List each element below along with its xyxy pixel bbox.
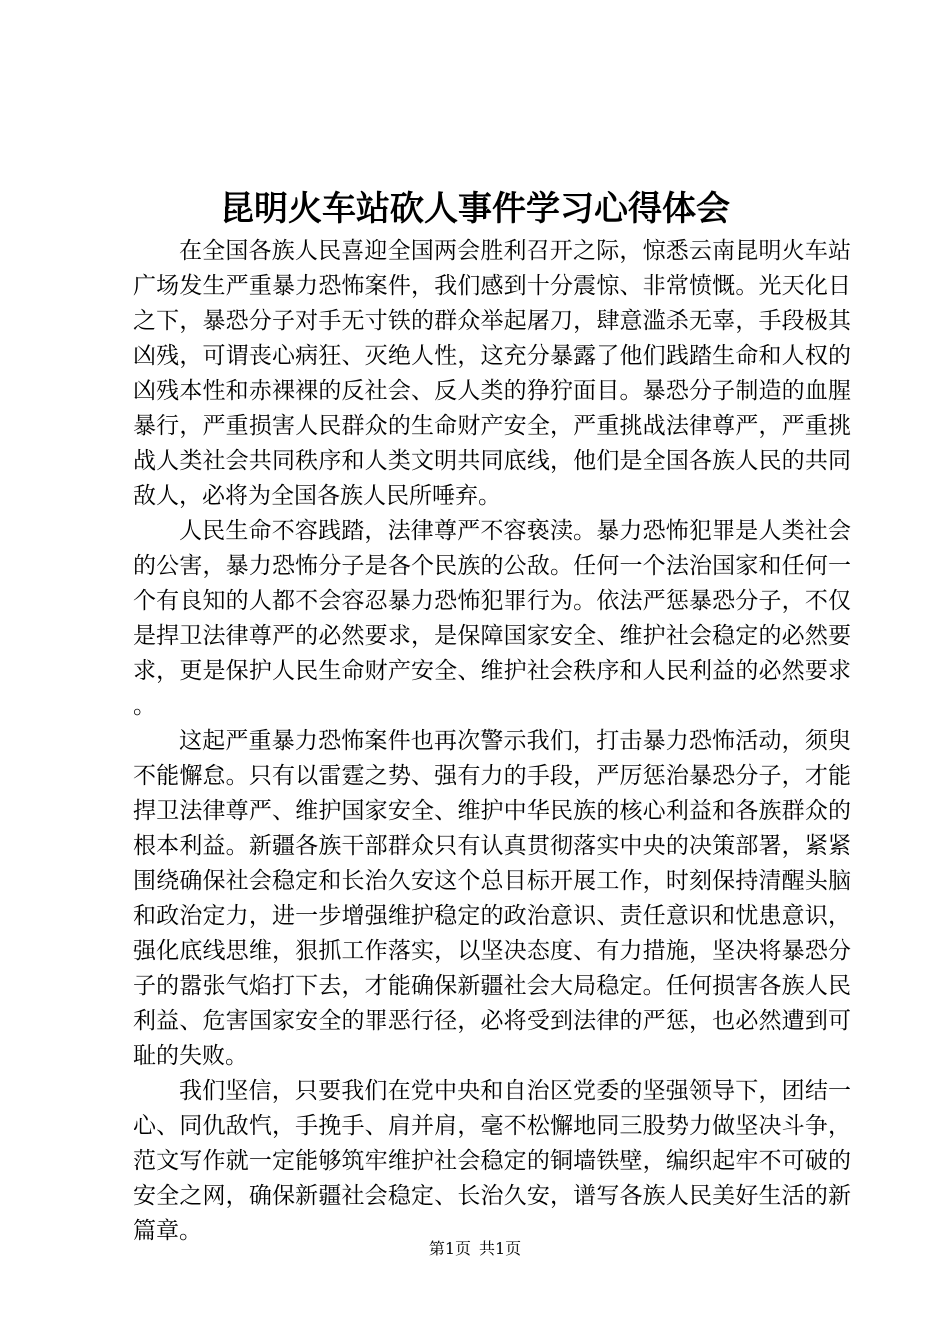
- page-number: 第1页: [428, 1239, 471, 1258]
- paragraph-2: 人民生命不容践踏，法律尊严不容亵渎。暴力恐怖犯罪是人类社会的公害，暴力恐怖分子是各个民族的公敌。任何一个法治国家和任何一个有良知的人都不会容忍暴力恐怖犯罪行为。依法严惩暴恐分子，不仅是捍卫法律尊严的必然要求，是保障国家安全、维护社会稳定的必然要求，更是保护人民生命财产安全、维护社会秩序和人民利益的必然要求。: [133, 518, 851, 719]
- document-title: 昆明火车站砍人事件学习心得体会: [220, 189, 730, 229]
- document-body: [133, 234, 851, 1249]
- paragraph-4: 我们坚信，只要我们在党中央和自治区党委的坚强领导下，团结一心、同仇敌忾，手挽手、肩并肩，毫不松懈地同三股势力做坚决斗争，范文写作就一定能够筑牢维护社会稳定的铜墙铁壁，编织起牢不可破的安全之网，确保新疆社会稳定、长治久安，谱写各族人民美好生活的新篇章。: [133, 1078, 851, 1244]
- page-footer: [0, 1237, 950, 1261]
- paragraph-3: 这起严重暴力恐怖案件也再次警示我们，打击暴力恐怖活动，须臾不能懈怠。只有以雷霆之势、强有力的手段，严厉惩治暴恐分子，才能捍卫法律尊严、维护国家安全、维护中华民族的核心利益和各族群众的根本利益。新疆各族干部群众只有认真贯彻落实中央的决策部署，紧紧围绕确保社会稳定和长治久安这个总目标开展工作，时刻保持清醒头脑和政治定力，进一步增强维护稳定的政治意识、责任意识和忧患意识，强化底线思维，狠抓工作落实，以坚决态度、有力措施，坚决将暴恐分子的嚣张气焰打下去，才能确保新疆社会大局稳定。任何损害各族人民利益、危害国家安全的罪恶行径，必将受到法律的严惩，也必然遭到可耻的失败。: [133, 728, 851, 1069]
- paragraph-1: 在全国各族人民喜迎全国两会胜利召开之际，惊悉云南昆明火车站广场发生严重暴力恐怖案件，我们感到十分震惊、非常愤慨。光天化日之下，暴恐分子对手无寸铁的群众举起屠刀，肆意滥杀无辜，手段极其凶残，可谓丧心病狂、灭绝人性，这充分暴露了他们践踏生命和人权的凶残本性和赤裸裸的反社会、反人类的狰狞面目。暴恐分子制造的血腥暴行，严重损害人民群众的生命财产安全，严重挑战法律尊严，严重挑战人类社会共同秩序和人类文明共同底线，他们是全国各族人民的共同敌人，必将为全国各族人民所唾弃。: [133, 238, 851, 509]
- page-total: 共1页: [479, 1239, 522, 1258]
